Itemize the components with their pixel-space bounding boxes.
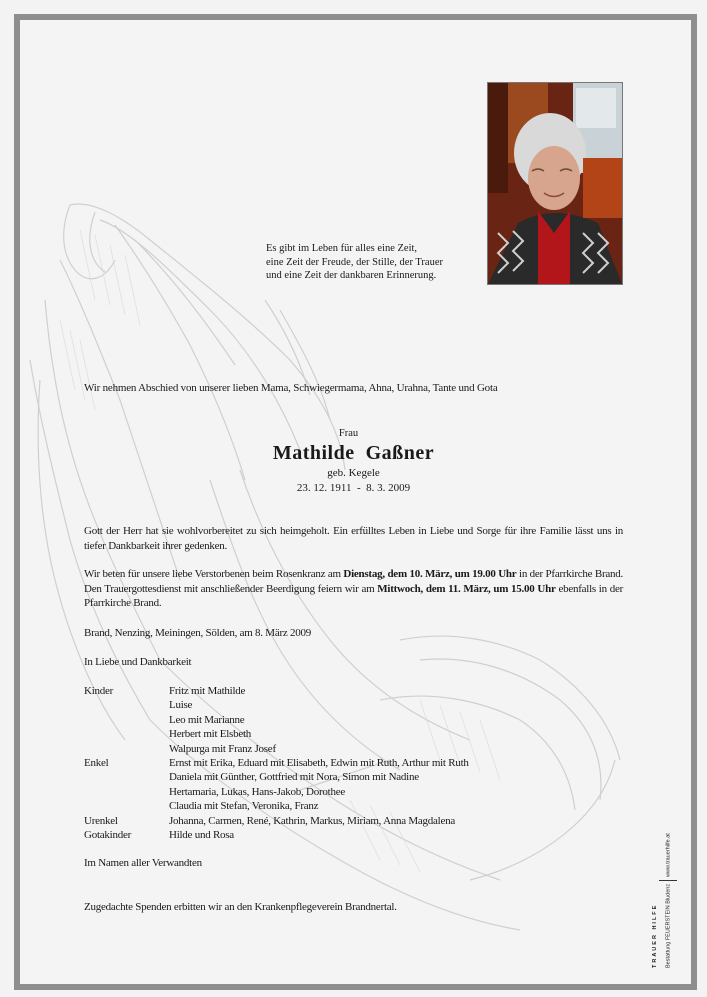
memorial-quote — [266, 242, 476, 283]
family-members: Claudia mit Stefan, Veronika, Franz — [169, 800, 319, 813]
family-row — [84, 727, 469, 741]
family-group-label — [84, 770, 169, 784]
family-group-label — [84, 727, 169, 741]
imprint-brand: TRAUER HILFE — [652, 903, 658, 968]
family-members: Daniela mit Günther, Gottfried mit Nora, Simon mit Nadine — [169, 771, 419, 784]
rosary-date: Dienstag, dem 10. März, um 19.00 Uhr — [343, 568, 517, 580]
portrait-photo — [487, 82, 623, 285]
family-members: Hertamaria, Lukas, Hans-Jakob, Dorothee — [169, 785, 345, 798]
family-members: Johanna, Carmen, René, Kathrin, Markus, Miriam, Anna Magdalena — [169, 814, 456, 827]
birth-name: geb. Kegele — [327, 467, 380, 479]
family-members: Herbert mit Elsbeth — [169, 728, 252, 741]
family-group-label — [84, 742, 169, 756]
family-list — [84, 684, 469, 842]
place-date: Brand, Nenzing, Meiningen, Sölden, am 8. März 2009 — [84, 627, 312, 639]
family-members: Luise — [169, 699, 193, 712]
family-members: Leo mit Marianne — [169, 713, 245, 726]
deceased-name: Mathilde Gaßner — [272, 442, 435, 464]
imprint-company: Bestattung FEUERSTEIN Bludenz — [665, 883, 672, 968]
family-row — [84, 742, 469, 756]
quote-line: Es gibt im Leben für alles eine Zeit, — [266, 243, 418, 254]
closing-line: In Liebe und Dankbarkeit — [84, 656, 192, 668]
imprint-url: www.trauerhilfe.at — [665, 833, 672, 877]
family-row — [84, 785, 469, 799]
family-members: Walpurga mit Franz Josef — [169, 742, 276, 755]
remembrance-paragraph: Gott der Herr hat sie wohlvorbereitet zu sich heimgeholt. Ein erfülltes Leben in Liebe und Sorge für ihre Familie lässt uns in tiefer Dankbarkeit ihrer gedenken. — [84, 525, 623, 552]
funeral-date: Mittwoch, dem 11. März, um 15.00 Uhr — [377, 582, 556, 595]
quote-line: eine Zeit der Freude, der Stille, der Trauer — [266, 256, 443, 268]
family-group-label — [84, 698, 169, 712]
family-row — [84, 799, 469, 813]
family-members: Fritz mit Mathilde — [169, 685, 246, 697]
family-row — [84, 814, 469, 828]
family-group-label: Urenkel — [84, 814, 118, 827]
family-row — [84, 713, 469, 727]
quote-line: und eine Zeit der dankbaren Erinnerung. — [266, 270, 437, 281]
salutation: Frau — [338, 428, 359, 439]
family-group-label — [84, 785, 169, 799]
service-paragraph — [84, 567, 623, 611]
farewell-intro: Wir nehmen Abschied von unserer lieben Mama, Schwiegermama, Ahna, Urahna, Tante und Gota — [84, 382, 498, 394]
family-group-label: Kinder — [84, 685, 114, 697]
service-text: in der Pfarrkirche Brand. Den Trauergottesdienst mit anschließender Beerdigung feiern wir am — [84, 568, 624, 595]
family-members: Ernst mit Erika, Eduard mit Elisabeth, Edwin mit Ruth, Arthur mit Ruth — [169, 757, 469, 770]
imprint-line — [659, 833, 677, 968]
family-group-label: Enkel — [84, 757, 109, 770]
family-group-label — [84, 713, 169, 727]
family-row — [84, 828, 469, 842]
family-row — [84, 684, 469, 698]
donation-note: Zugedachte Spenden erbitten wir an den Krankenpflegeverein Brandnertal. — [84, 901, 397, 913]
family-row — [84, 756, 469, 770]
family-members: Hilde und Rosa — [169, 829, 234, 842]
life-dates: 23. 12. 1911 - 8. 3. 2009 — [296, 482, 411, 494]
funeral-home-imprint — [652, 833, 677, 968]
relatives-line: Im Namen aller Verwandten — [84, 857, 202, 869]
family-group-label: Gotakinder — [84, 829, 131, 842]
service-text: ebenfalls in der Pfarrkirche Brand. — [84, 582, 624, 609]
family-group-label — [84, 799, 169, 813]
family-row — [84, 770, 469, 784]
family-row — [84, 698, 469, 712]
imprint-divider — [659, 880, 677, 881]
service-text: Wir beten für unsere liebe Verstorbenen beim Rosenkranz am — [84, 568, 344, 580]
